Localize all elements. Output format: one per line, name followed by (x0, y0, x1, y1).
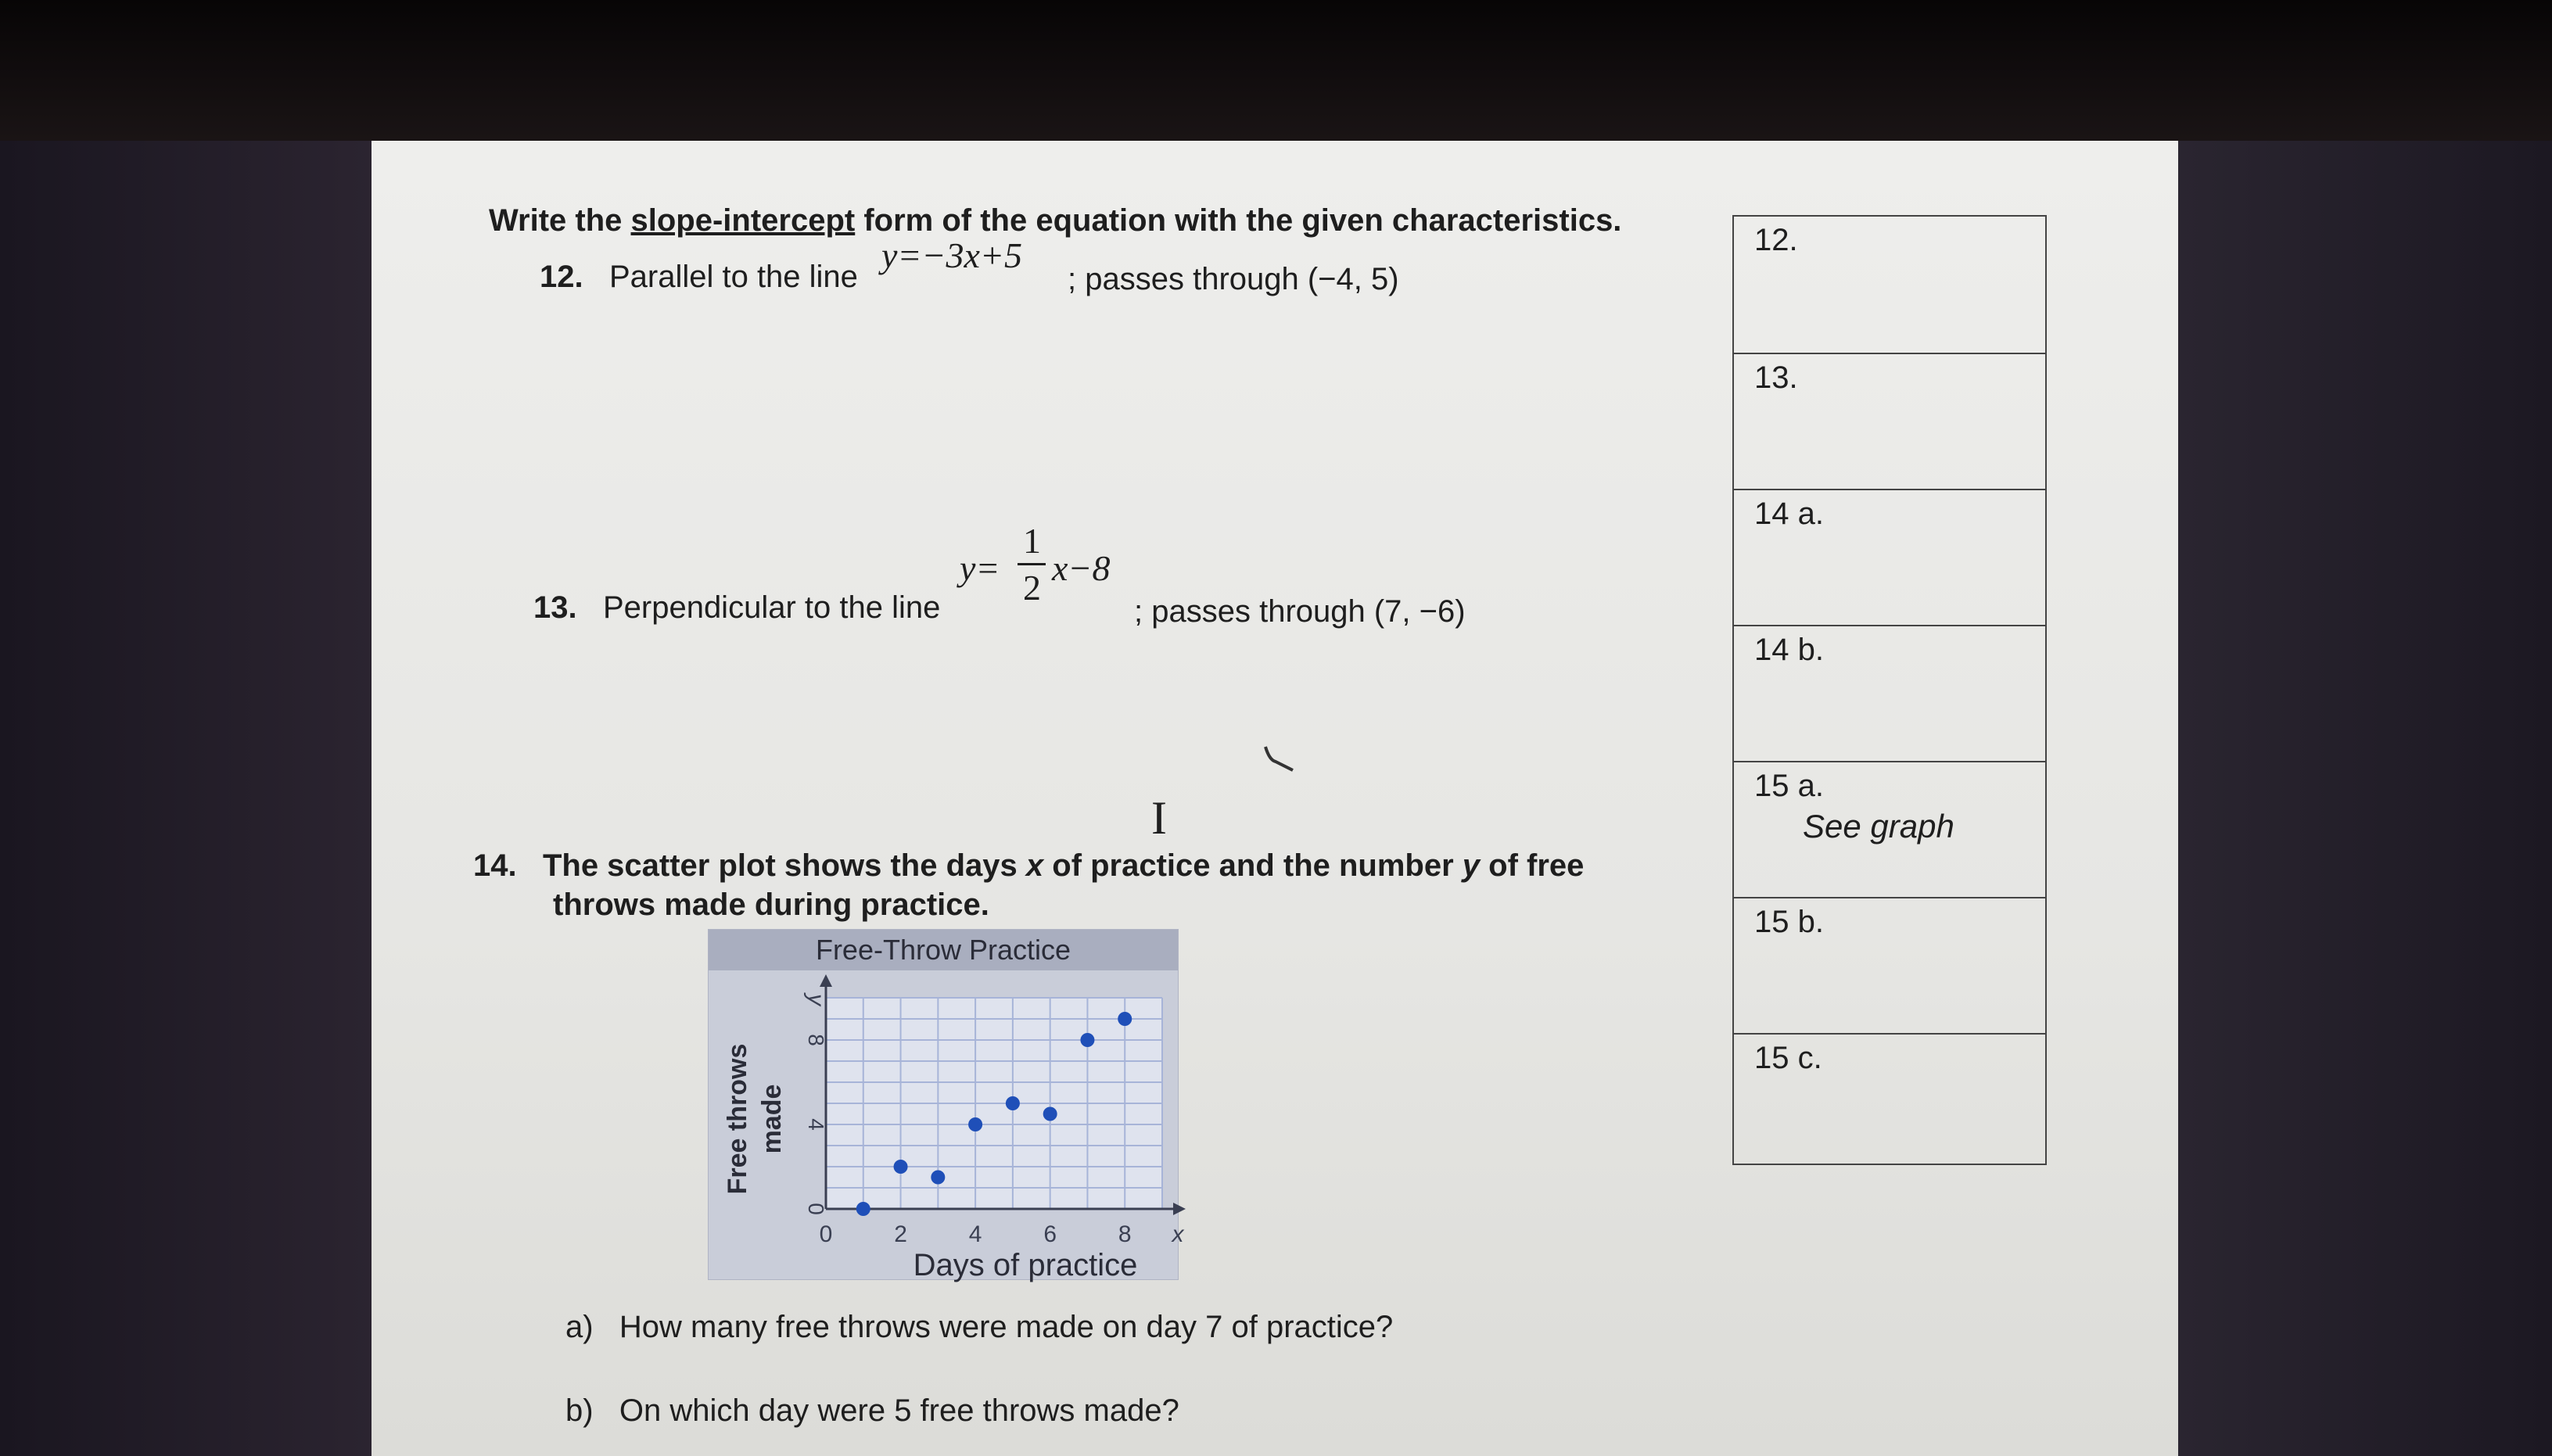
answer-box (1732, 215, 2047, 1165)
y-axis-label-line-1: Free throws (723, 1043, 752, 1195)
sub-question-a (565, 1310, 1393, 1345)
x-tick-label: 0 (819, 1221, 833, 1247)
answer-label-15c: 15 c. (1754, 1041, 1822, 1075)
question-13-passes: ; passes through (7, −6) (1134, 594, 1466, 629)
data-point (931, 1171, 945, 1185)
question-12 (540, 260, 858, 295)
answer-cell-15a[interactable] (1734, 761, 2045, 897)
question-14-text-b: of practice and the number (1043, 848, 1463, 883)
data-point (1080, 1033, 1094, 1047)
question-13-number: 13. (533, 590, 577, 625)
question-14-number: 14. (473, 848, 517, 883)
question-13-text: Perpendicular to the line (602, 590, 941, 625)
question-14-line-2: throws made during practice. (553, 888, 989, 922)
data-point (968, 1117, 982, 1131)
y-tick-label: 8 (804, 1034, 828, 1046)
answer-label-13: 13. (1754, 360, 1798, 395)
y-axis-arrow (820, 974, 832, 987)
data-point (856, 1202, 870, 1216)
answer-label-15a: 15 a. (1754, 769, 1824, 803)
question-14-text-c: of free (1480, 848, 1585, 883)
worksheet-page (371, 141, 2178, 1456)
x-axis-arrow (1173, 1203, 1186, 1215)
x-axis-label: Days of practice (913, 1248, 1138, 1282)
question-14-var-y: y (1462, 848, 1481, 883)
sub-question-b (565, 1393, 1179, 1429)
x-tick-label: 8 (1118, 1221, 1132, 1247)
answer-cell-14b[interactable] (1734, 625, 2045, 761)
question-14-text-a: The scatter plot shows the days (542, 848, 1026, 883)
monitor-bezel-left (0, 141, 371, 1456)
text-cursor-icon: I (1151, 792, 1167, 844)
sub-question-b-label: b) (565, 1393, 594, 1428)
y-tick-label: 4 (804, 1118, 828, 1131)
y-tick-label: 0 (804, 1203, 828, 1215)
x-tick-label: 4 (968, 1221, 982, 1247)
data-point (1043, 1107, 1057, 1121)
question-12-equation: y=−3x+5 (881, 235, 1022, 275)
data-point (894, 1160, 908, 1174)
answer-label-12: 12. (1754, 223, 1798, 257)
sub-question-b-text: On which day were 5 free throws made? (619, 1393, 1179, 1428)
instructions-heading (489, 203, 1621, 238)
question-13-eq-numerator: 1 (1023, 521, 1041, 561)
sub-question-a-text: How many free throws were made on day 7 of practice? (619, 1310, 1394, 1344)
data-point (1118, 1012, 1132, 1026)
heading-underlined: slope-intercept (630, 203, 856, 238)
question-13-fraction-bar (1018, 563, 1046, 565)
data-point (1006, 1096, 1020, 1110)
answer-cell-14a[interactable] (1734, 489, 2045, 625)
chart-title: Free-Throw Practice (709, 930, 1178, 970)
y-axis-label-line-2: made (757, 1084, 787, 1154)
x-axis-variable: x (1172, 1221, 1184, 1247)
x-tick-label: 2 (894, 1221, 907, 1247)
answer-label-14b: 14 b. (1754, 633, 1824, 667)
question-12-text: Parallel to the line (608, 260, 858, 294)
heading-post: form of the equation with the given characteristics. (863, 203, 1622, 238)
question-12-passes: ; passes through (−4, 5) (1068, 262, 1399, 296)
question-14-var-x: x (1025, 848, 1044, 883)
question-13-eq-denominator: 2 (1023, 568, 1041, 608)
question-13-eq-right: x−8 (1052, 548, 1111, 588)
sub-question-a-label: a) (565, 1310, 594, 1344)
answer-note-see-graph: See graph (1803, 808, 1954, 845)
chart-canvas (709, 970, 1184, 1282)
x-tick-label: 6 (1043, 1221, 1057, 1247)
monitor-bezel-right (2178, 141, 2552, 1456)
question-13-eq-left: y= (960, 548, 1000, 588)
question-14-line-1 (473, 848, 1584, 884)
answer-cell-12[interactable] (1734, 217, 2045, 353)
pen-mark (1262, 743, 1301, 778)
y-axis-variable: y (803, 994, 829, 1006)
answer-cell-13[interactable] (1734, 353, 2045, 489)
answer-cell-15b[interactable] (1734, 897, 2045, 1033)
answer-cell-15c[interactable] (1734, 1033, 2045, 1167)
answer-label-15b: 15 b. (1754, 905, 1824, 939)
question-13 (533, 590, 940, 626)
heading-pre: Write the (489, 203, 623, 238)
monitor-bezel-top (0, 0, 2552, 141)
scatter-plot (708, 929, 1184, 1282)
question-12-number: 12. (540, 260, 583, 294)
answer-label-14a: 14 a. (1754, 497, 1824, 531)
